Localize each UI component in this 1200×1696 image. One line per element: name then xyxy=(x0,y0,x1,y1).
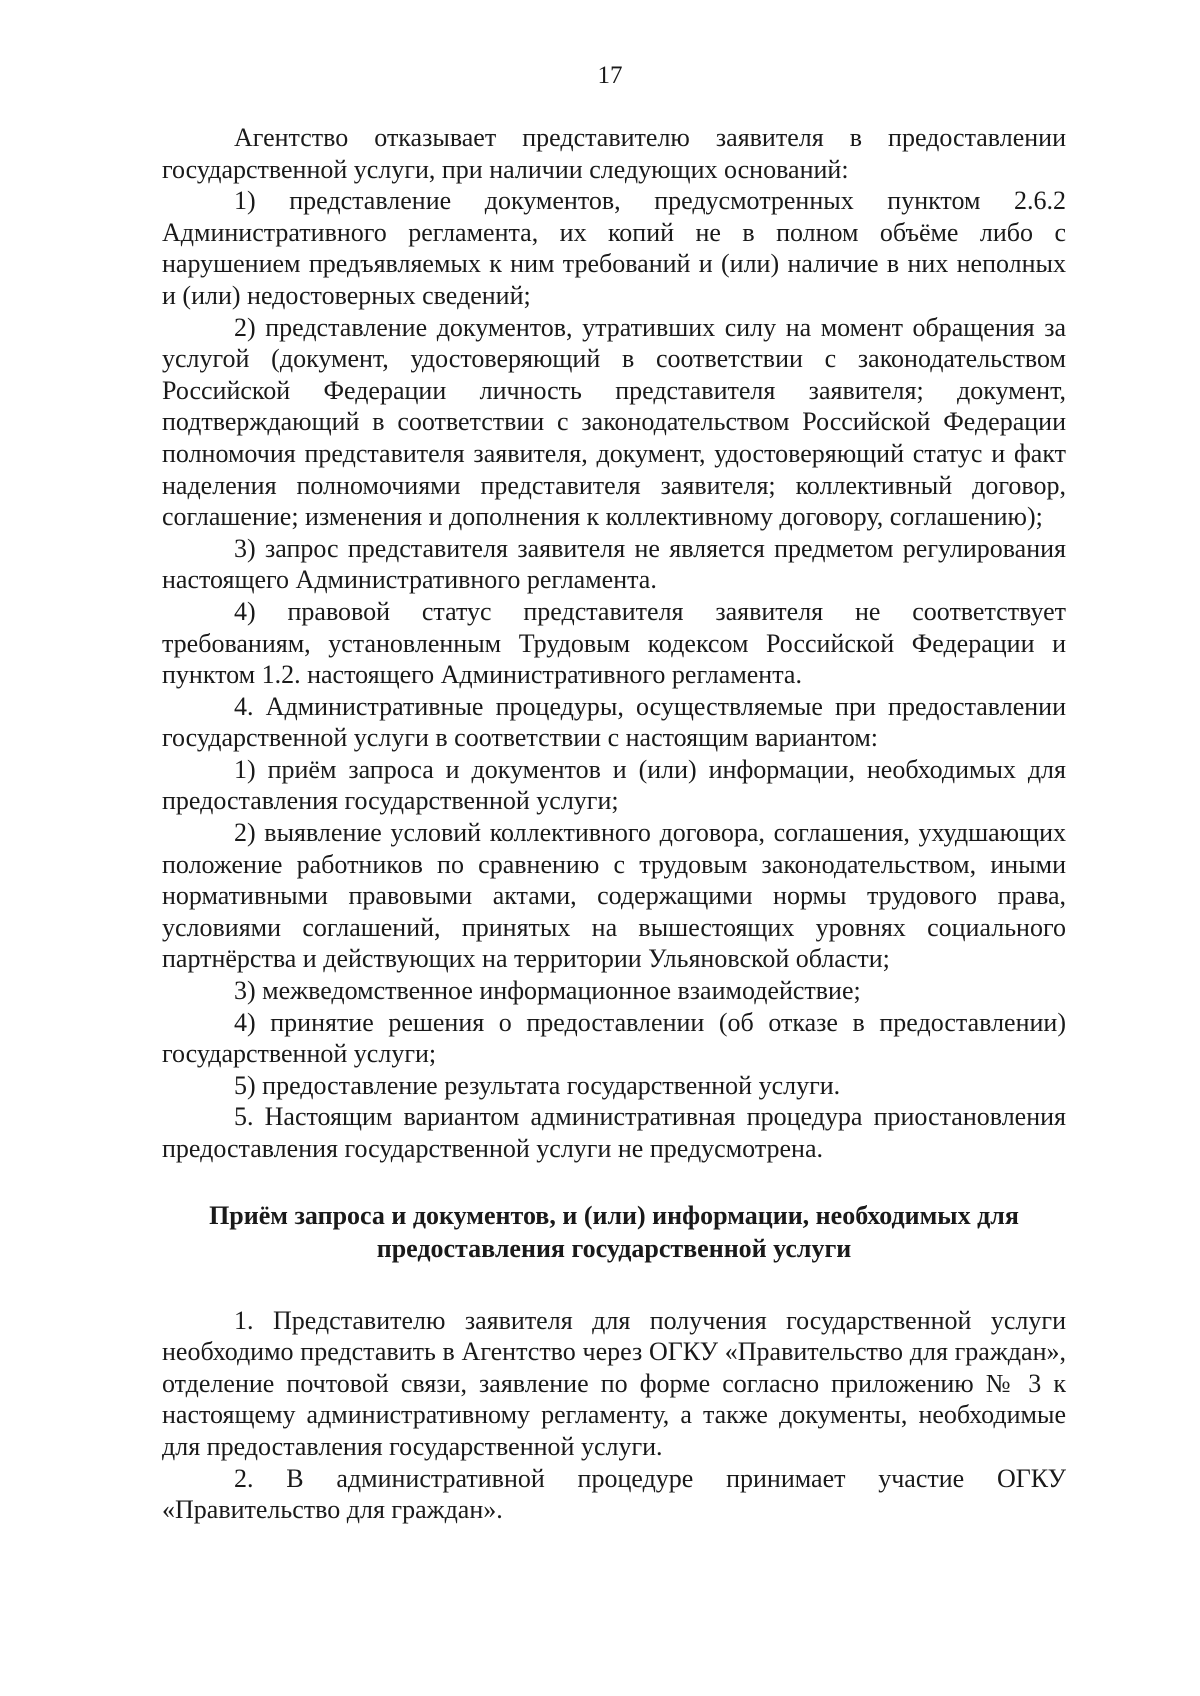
document-body xyxy=(162,122,1066,1526)
section-heading xyxy=(162,1199,1066,1265)
paragraph: 2) выявление условий коллективного договора, соглашения, ухудшающих положение работников по сравнению с трудовым законодательством, иными нормативными правовыми актами, содержащими нормы трудового права, условиями соглашений, принятых на вышестоящих уровнях социального партнёрства и действующих на территории Ульяновской области; xyxy=(162,818,1066,974)
paragraph: 3) запрос представителя заявителя не является предметом регулирования настоящего Административного регламента. xyxy=(162,533,1066,595)
paragraph: 1. Представителю заявителя для получения государственной услуги необходимо представить в Агентство через ОГКУ «Правительство для граждан», отделение почтовой связи, заявление по форме согласно приложению № 3 к настоящему административному регламенту, а также документы, необходимые для предоставления государственной услуги. xyxy=(162,1305,1066,1461)
paragraph: 4) правовой статус представителя заявителя не соответствует требованиям, установленным Трудовым кодексом Российской Федерации и пунктом 1.2. настоящего Административного регламента. xyxy=(162,596,1066,690)
paragraph: 3) межведомственное информационное взаимодействие; xyxy=(234,976,861,1006)
paragraph: 5. Настоящим вариантом административная процедура приостановления предоставления государственной услуги не предусмотрена. xyxy=(162,1102,1066,1163)
page-number: 17 xyxy=(597,62,623,89)
paragraph: Агентство отказывает представителю заявителя в предоставлении государственной услуги, при наличии следующих оснований: xyxy=(162,123,1066,184)
paragraph: 1) приём запроса и документов и (или) информации, необходимых для предоставления государственной услуги; xyxy=(162,754,1066,816)
paragraph: 4. Административные процедуры, осуществляемые при предоставлении государственной услуги в соответствии с настоящим вариантом: xyxy=(162,691,1066,753)
heading-line: предоставления государственной услуги xyxy=(376,1233,852,1263)
paragraph: 1) представление документов, предусмотренных пунктом 2.6.2 Административного регламента, их копий не в полном объёме либо с нарушением предъявляемых к ним требований и (или) наличие в них неполных и (или) недостоверных сведений; xyxy=(162,186,1066,310)
paragraph: 2. В административной процедуре принимает участие ОГКУ «Правительство для граждан». xyxy=(162,1463,1066,1525)
paragraph: 4) принятие решения о предоставлении (об отказе в предоставлении) государственной услуги; xyxy=(162,1007,1066,1069)
paragraph: 2) представление документов, утративших силу на момент обращения за услугой (документ, удостоверяющий в соответствии с законодательством Российской Федерации личность представителя заявителя; документ, подтверждающий в соответствии с законодательством Российской Федерации полномочия представителя заявителя, документ, удостоверяющий статус и факт наделения полномочиями представителя заявителя; коллективный договор, соглашение; изменения и дополнения к коллективному договору, соглашению); xyxy=(162,312,1066,532)
heading-line: Приём запроса и документов, и (или) информации, необходимых для xyxy=(209,1200,1019,1230)
paragraph: 5) предоставление результата государственной услуги. xyxy=(234,1070,841,1100)
